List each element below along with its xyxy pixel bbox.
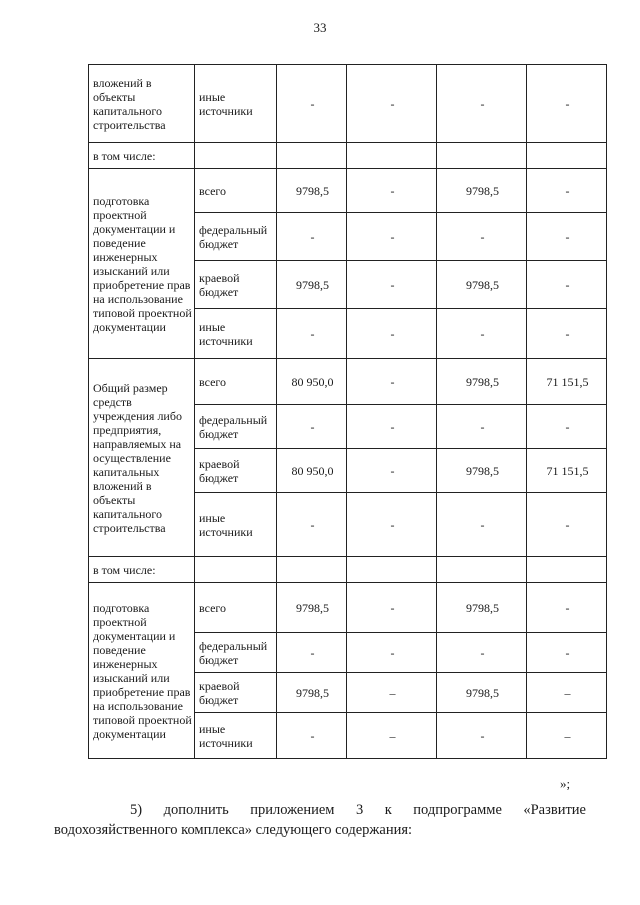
value-cell: - [437, 65, 527, 143]
budget-table [88, 64, 607, 759]
value-cell: - [347, 213, 437, 261]
value-cell: - [437, 713, 527, 759]
value-cell: – [527, 673, 607, 713]
description-cell: подготовка проектной документации и поведение инженерных изысканий или приобретение прав на использование типовой проектной документации [89, 583, 195, 759]
funding-source-cell: всего [195, 169, 277, 213]
value-cell: 71 151,5 [527, 359, 607, 405]
empty-cell [527, 143, 607, 169]
value-cell: – [347, 673, 437, 713]
funding-source-cell: всего [195, 583, 277, 633]
description-cell: подготовка проектной документации и поведение инженерных изысканий или приобретение прав на использование типовой проектной документации [89, 169, 195, 359]
value-cell: - [277, 405, 347, 449]
empty-cell [347, 557, 437, 583]
value-cell: – [347, 713, 437, 759]
table-row [89, 169, 607, 213]
value-cell: - [277, 633, 347, 673]
value-cell: - [277, 213, 347, 261]
description-cell: Общий размер средств учреждения либо предприятия, направляемых на осуществление капитальных вложений в объекты капитального строительства [89, 359, 195, 557]
value-cell: - [437, 493, 527, 557]
funding-source-cell: всего [195, 359, 277, 405]
empty-cell [347, 143, 437, 169]
value-cell: - [347, 261, 437, 309]
value-cell: - [277, 309, 347, 359]
value-cell: 71 151,5 [527, 449, 607, 493]
value-cell: - [277, 493, 347, 557]
empty-cell [277, 143, 347, 169]
closing-quote: »; [560, 776, 571, 791]
value-cell: - [527, 65, 607, 143]
value-cell: - [527, 309, 607, 359]
funding-source-cell: иные источники [195, 493, 277, 557]
value-cell: 9798,5 [437, 261, 527, 309]
value-cell: - [347, 359, 437, 405]
value-cell: 9798,5 [437, 359, 527, 405]
value-cell: - [527, 213, 607, 261]
value-cell: - [437, 633, 527, 673]
empty-cell [277, 557, 347, 583]
empty-cell [437, 143, 527, 169]
empty-cell [437, 557, 527, 583]
value-cell: - [527, 261, 607, 309]
value-cell: 9798,5 [437, 449, 527, 493]
table-row [89, 359, 607, 405]
value-cell: 9798,5 [277, 261, 347, 309]
value-cell: 9798,5 [277, 169, 347, 213]
subheading-cell: в том числе: [89, 143, 195, 169]
value-cell: - [527, 405, 607, 449]
empty-cell [195, 557, 277, 583]
funding-source-cell: федеральный бюджет [195, 633, 277, 673]
funding-source-cell: краевой бюджет [195, 261, 277, 309]
value-cell: - [347, 65, 437, 143]
funding-source-cell: краевой бюджет [195, 673, 277, 713]
table-row [89, 65, 607, 143]
value-cell: 9798,5 [437, 169, 527, 213]
value-cell: 9798,5 [277, 673, 347, 713]
value-cell: - [347, 169, 437, 213]
value-cell: 9798,5 [277, 583, 347, 633]
value-cell: 9798,5 [437, 673, 527, 713]
funding-source-cell: иные источники [195, 65, 277, 143]
funding-source-cell: федеральный бюджет [195, 405, 277, 449]
value-cell: 80 950,0 [277, 449, 347, 493]
paragraph-line-1: 5) дополнить приложением 3 к подпрограмме «Развитие [130, 802, 586, 818]
funding-source-cell: иные источники [195, 309, 277, 359]
value-cell: - [347, 449, 437, 493]
value-cell: - [527, 493, 607, 557]
funding-source-cell: краевой бюджет [195, 449, 277, 493]
value-cell: 9798,5 [437, 583, 527, 633]
table-row [89, 583, 607, 633]
table-row [89, 557, 607, 583]
value-cell: - [527, 583, 607, 633]
paragraph-line-2: водохозяйственного комплекса» следующего содержания: [54, 822, 413, 838]
funding-source-cell: федеральный бюджет [195, 213, 277, 261]
value-cell: - [437, 309, 527, 359]
funding-source-cell: иные источники [195, 713, 277, 759]
value-cell: – [527, 713, 607, 759]
value-cell: - [347, 309, 437, 359]
empty-cell [527, 557, 607, 583]
subheading-cell: в том числе: [89, 557, 195, 583]
value-cell: - [277, 713, 347, 759]
value-cell: - [527, 633, 607, 673]
value-cell: 80 950,0 [277, 359, 347, 405]
value-cell: - [277, 65, 347, 143]
value-cell: - [347, 405, 437, 449]
table-row [89, 143, 607, 169]
value-cell: - [527, 169, 607, 213]
page-number: 33 [313, 20, 327, 35]
value-cell: - [437, 213, 527, 261]
value-cell: - [347, 493, 437, 557]
empty-cell [195, 143, 277, 169]
description-cell: вложений в объекты капитального строительства [89, 65, 195, 143]
value-cell: - [437, 405, 527, 449]
value-cell: - [347, 633, 437, 673]
value-cell: - [347, 583, 437, 633]
